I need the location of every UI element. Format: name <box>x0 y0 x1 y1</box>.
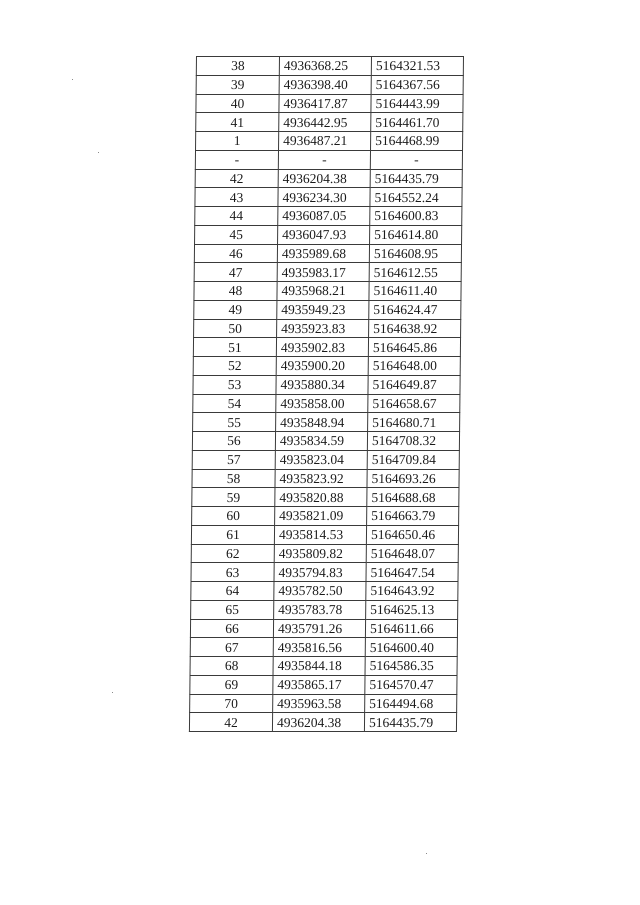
y-coordinate-cell: 5164643.92 <box>366 582 458 601</box>
table-row <box>196 57 463 76</box>
table-row <box>194 300 461 319</box>
table-row <box>193 413 460 432</box>
x-coordinate-cell: 4936487.21 <box>279 132 371 151</box>
table-row <box>191 544 458 563</box>
x-coordinate-cell: 4935858.00 <box>276 394 368 413</box>
y-coordinate-cell: 5164570.47 <box>365 675 457 694</box>
point-number-cell: 44 <box>195 207 278 226</box>
point-number-cell: 61 <box>191 525 274 544</box>
table-row <box>190 619 457 638</box>
y-coordinate-cell: 5164552.24 <box>370 188 462 207</box>
point-number-cell: 38 <box>196 57 279 76</box>
table-row <box>195 169 462 188</box>
y-coordinate-cell: 5164708.32 <box>367 432 459 451</box>
point-number-cell: 48 <box>194 282 277 301</box>
table-row <box>193 357 460 376</box>
y-coordinate-cell: 5164624.47 <box>369 300 461 319</box>
table-row <box>191 525 458 544</box>
table-row <box>196 94 463 113</box>
point-number-cell: 65 <box>191 600 274 619</box>
x-coordinate-cell: 4935902.83 <box>276 338 368 357</box>
x-coordinate-cell: 4935783.78 <box>274 600 366 619</box>
x-coordinate-cell: 4935844.18 <box>273 657 365 676</box>
point-number-cell: 41 <box>196 113 279 132</box>
point-number-cell: 59 <box>192 488 275 507</box>
x-coordinate-cell: 4935782.50 <box>274 582 366 601</box>
y-coordinate-cell: 5164461.70 <box>371 113 463 132</box>
table-row <box>195 188 462 207</box>
point-number-cell: 60 <box>192 507 275 526</box>
table-row <box>190 638 457 657</box>
y-coordinate-cell: 5164600.40 <box>365 638 457 657</box>
x-coordinate-cell: 4935794.83 <box>274 563 366 582</box>
y-coordinate-cell: 5164648.00 <box>368 357 460 376</box>
y-coordinate-cell: 5164494.68 <box>365 694 457 713</box>
x-coordinate-cell: 4935900.20 <box>276 357 368 376</box>
y-coordinate-cell: 5164586.35 <box>365 657 457 676</box>
x-coordinate-cell: 4936047.93 <box>278 225 370 244</box>
y-coordinate-cell: 5164608.95 <box>369 244 461 263</box>
point-number-cell: 46 <box>194 244 277 263</box>
scan-speck <box>72 79 73 80</box>
y-coordinate-cell: 5164647.54 <box>366 563 458 582</box>
y-coordinate-cell: 5164645.86 <box>368 338 460 357</box>
y-coordinate-cell: 5164435.79 <box>370 169 462 188</box>
table-row <box>192 469 459 488</box>
table-row <box>192 450 459 469</box>
table-row <box>195 225 462 244</box>
table-row <box>195 207 462 226</box>
table-row <box>193 375 460 394</box>
table-row <box>196 132 463 151</box>
table-row <box>194 319 461 338</box>
x-coordinate-cell: 4935989.68 <box>277 244 369 263</box>
y-coordinate-cell: 5164612.55 <box>369 263 461 282</box>
scan-speck <box>112 692 113 693</box>
point-number-cell: 54 <box>193 394 276 413</box>
x-coordinate-cell: 4935834.59 <box>275 432 367 451</box>
point-number-cell: 50 <box>194 319 277 338</box>
x-coordinate-cell: - <box>278 150 370 169</box>
x-coordinate-cell: 4935820.88 <box>275 488 367 507</box>
x-coordinate-cell: 4935949.23 <box>277 300 369 319</box>
y-coordinate-cell: 5164649.87 <box>368 375 460 394</box>
y-coordinate-cell: 5164321.53 <box>371 57 463 76</box>
table-row <box>191 600 458 619</box>
point-number-cell: 40 <box>196 94 279 113</box>
y-coordinate-cell: 5164611.66 <box>365 619 457 638</box>
y-coordinate-cell: 5164658.67 <box>368 394 460 413</box>
y-coordinate-cell: 5164614.80 <box>370 225 462 244</box>
table-row <box>193 394 460 413</box>
x-coordinate-cell: 4936087.05 <box>278 207 370 226</box>
point-number-cell: 70 <box>190 694 273 713</box>
point-number-cell: 45 <box>195 225 278 244</box>
table-row <box>193 338 460 357</box>
x-coordinate-cell: 4936398.40 <box>279 75 371 94</box>
y-coordinate-cell: 5164709.84 <box>367 450 459 469</box>
point-number-cell: 58 <box>192 469 275 488</box>
point-number-cell: 55 <box>193 413 276 432</box>
x-coordinate-cell: 4935983.17 <box>277 263 369 282</box>
point-number-cell: 42 <box>195 169 278 188</box>
point-number-cell: 47 <box>194 263 277 282</box>
point-number-cell: 39 <box>196 75 279 94</box>
y-coordinate-cell: 5164688.68 <box>367 488 459 507</box>
x-coordinate-cell: 4935823.92 <box>275 469 367 488</box>
scan-speck <box>98 152 99 153</box>
y-coordinate-cell: 5164650.46 <box>366 525 458 544</box>
point-number-cell: 43 <box>195 188 278 207</box>
y-coordinate-cell: 5164611.40 <box>369 282 461 301</box>
x-coordinate-cell: 4935865.17 <box>273 675 365 694</box>
x-coordinate-cell: 4935963.58 <box>273 694 365 713</box>
point-number-cell: 63 <box>191 563 274 582</box>
table-row <box>192 507 459 526</box>
point-number-cell: 64 <box>191 582 274 601</box>
scan-speck <box>426 853 427 854</box>
coordinates-table <box>189 56 464 732</box>
table-row <box>190 657 457 676</box>
x-coordinate-cell: 4936368.25 <box>279 57 371 76</box>
y-coordinate-cell: 5164443.99 <box>371 94 463 113</box>
y-coordinate-cell: 5164680.71 <box>368 413 460 432</box>
y-coordinate-cell: 5164638.92 <box>369 319 461 338</box>
x-coordinate-cell: 4935968.21 <box>277 282 369 301</box>
x-coordinate-cell: 4935823.04 <box>275 450 367 469</box>
y-coordinate-cell: 5164663.79 <box>367 507 459 526</box>
x-coordinate-cell: 4935923.83 <box>277 319 369 338</box>
y-coordinate-cell: 5164435.79 <box>364 713 456 732</box>
y-coordinate-cell: 5164468.99 <box>371 132 463 151</box>
point-number-cell: 49 <box>194 300 277 319</box>
y-coordinate-cell: 5164367.56 <box>371 75 463 94</box>
table-row <box>194 263 461 282</box>
point-number-cell: 69 <box>190 675 273 694</box>
point-number-cell: 52 <box>193 357 276 376</box>
point-number-cell: 42 <box>189 713 272 732</box>
table-row <box>196 113 463 132</box>
table-row <box>192 432 459 451</box>
point-number-cell: 67 <box>190 638 273 657</box>
x-coordinate-cell: 4935791.26 <box>273 619 365 638</box>
x-coordinate-cell: 4935814.53 <box>274 525 366 544</box>
x-coordinate-cell: 4936442.95 <box>279 113 371 132</box>
table-row <box>189 713 456 732</box>
point-number-cell: 62 <box>191 544 274 563</box>
x-coordinate-cell: 4935816.56 <box>273 638 365 657</box>
x-coordinate-cell: 4935809.82 <box>274 544 366 563</box>
point-number-cell: 66 <box>190 619 273 638</box>
y-coordinate-cell: 5164625.13 <box>366 600 458 619</box>
table-row <box>194 244 461 263</box>
x-coordinate-cell: 4935821.09 <box>275 507 367 526</box>
table-row <box>191 582 458 601</box>
table-row <box>191 563 458 582</box>
coordinates-table-body <box>189 57 463 732</box>
x-coordinate-cell: 4935880.34 <box>276 375 368 394</box>
point-number-cell: 68 <box>190 657 273 676</box>
y-coordinate-cell: 5164600.83 <box>370 207 462 226</box>
point-number-cell: - <box>195 150 278 169</box>
x-coordinate-cell: 4936417.87 <box>279 94 371 113</box>
table-row <box>195 150 462 169</box>
table-row <box>190 694 457 713</box>
y-coordinate-cell: - <box>370 150 462 169</box>
table-row <box>190 675 457 694</box>
x-coordinate-cell: 4936204.38 <box>272 713 364 732</box>
x-coordinate-cell: 4936234.30 <box>278 188 370 207</box>
table-row <box>194 282 461 301</box>
x-coordinate-cell: 4935848.94 <box>276 413 368 432</box>
table-row <box>196 75 463 94</box>
y-coordinate-cell: 5164693.26 <box>367 469 459 488</box>
point-number-cell: 51 <box>193 338 276 357</box>
point-number-cell: 56 <box>192 432 275 451</box>
point-number-cell: 57 <box>192 450 275 469</box>
point-number-cell: 1 <box>196 132 279 151</box>
y-coordinate-cell: 5164648.07 <box>366 544 458 563</box>
point-number-cell: 53 <box>193 375 276 394</box>
table-row <box>192 488 459 507</box>
x-coordinate-cell: 4936204.38 <box>278 169 370 188</box>
